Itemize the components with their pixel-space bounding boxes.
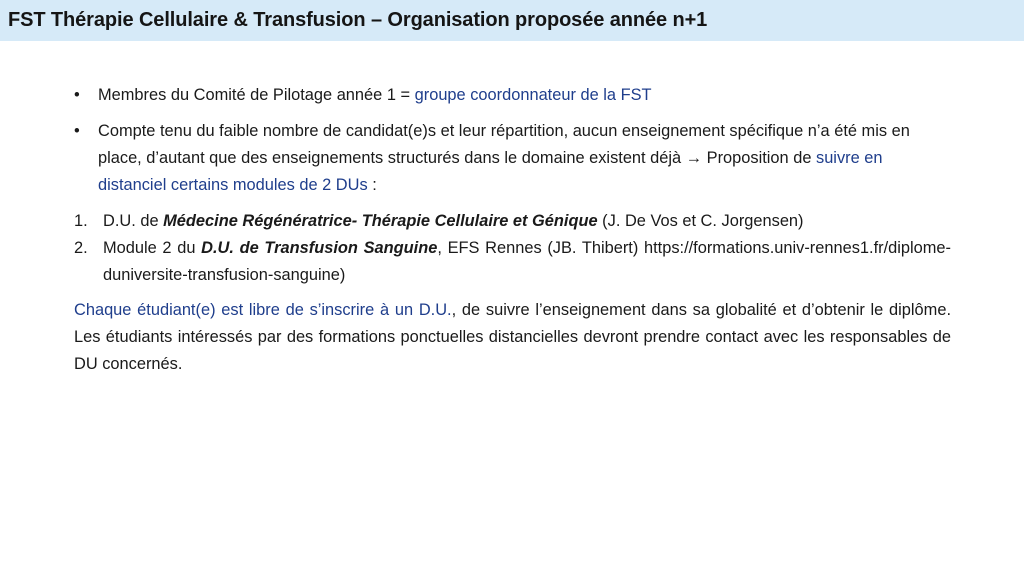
bullet-item bbox=[74, 82, 951, 109]
slide-title: FST Thérapie Cellulaire & Transfusion – Organisation proposée année n+1 bbox=[8, 9, 708, 31]
bullet-text-continued: Proposition de bbox=[702, 149, 816, 167]
item-details: (J. De Vos et C. Jorgensen) bbox=[597, 212, 804, 230]
bullet-text-end: : bbox=[367, 176, 377, 194]
bullet-text: Membres du Comité de Pilotage année 1 = bbox=[98, 86, 415, 104]
item-prefix: D.U. de bbox=[103, 212, 164, 230]
bullet-marker: • bbox=[74, 122, 80, 140]
item-course-name: D.U. de Transfusion Sanguine bbox=[201, 239, 438, 257]
numbered-item bbox=[74, 208, 951, 235]
bullet-highlight: groupe coordonnateur de la FST bbox=[414, 86, 652, 104]
item-number: 1. bbox=[74, 212, 88, 230]
item-details: , EFS Rennes (JB. Thibert) https://formations.univ-rennes1.fr/diplome-duniversite-transfusion-sanguine) bbox=[103, 239, 951, 284]
paragraph-highlight: Chaque étudiant(e) est libre de s’inscrire à un D.U. bbox=[74, 301, 452, 319]
item-prefix: Module 2 du bbox=[103, 239, 202, 257]
bullet-text: Compte tenu du faible nombre de candidat(e)s et leur répartition, aucun enseignement spécifique n’a été mis en place, d’autant que des enseignements structurés dans le domaine existent déjà bbox=[98, 122, 910, 167]
bullet-highlight: suivre en distanciel certains modules de 2 DUs bbox=[98, 149, 883, 194]
slide-content bbox=[74, 82, 951, 378]
arrow-icon: → bbox=[685, 149, 703, 167]
item-number: 2. bbox=[74, 239, 88, 257]
closing-paragraph bbox=[74, 297, 951, 378]
numbered-list bbox=[74, 208, 951, 289]
bullet-marker: • bbox=[74, 86, 80, 104]
bullet-item bbox=[74, 118, 951, 199]
numbered-item bbox=[74, 235, 951, 289]
paragraph-text: , de suivre l’enseignement dans sa globalité et d’obtenir le diplôme. Les étudiants intéressés par des formations ponctuelles distancielles devront prendre contact avec les responsables de DU concernés. bbox=[74, 301, 951, 373]
title-bar bbox=[0, 0, 1024, 41]
item-course-name: Médecine Régénératrice- Thérapie Cellulaire et Génique bbox=[163, 212, 598, 230]
